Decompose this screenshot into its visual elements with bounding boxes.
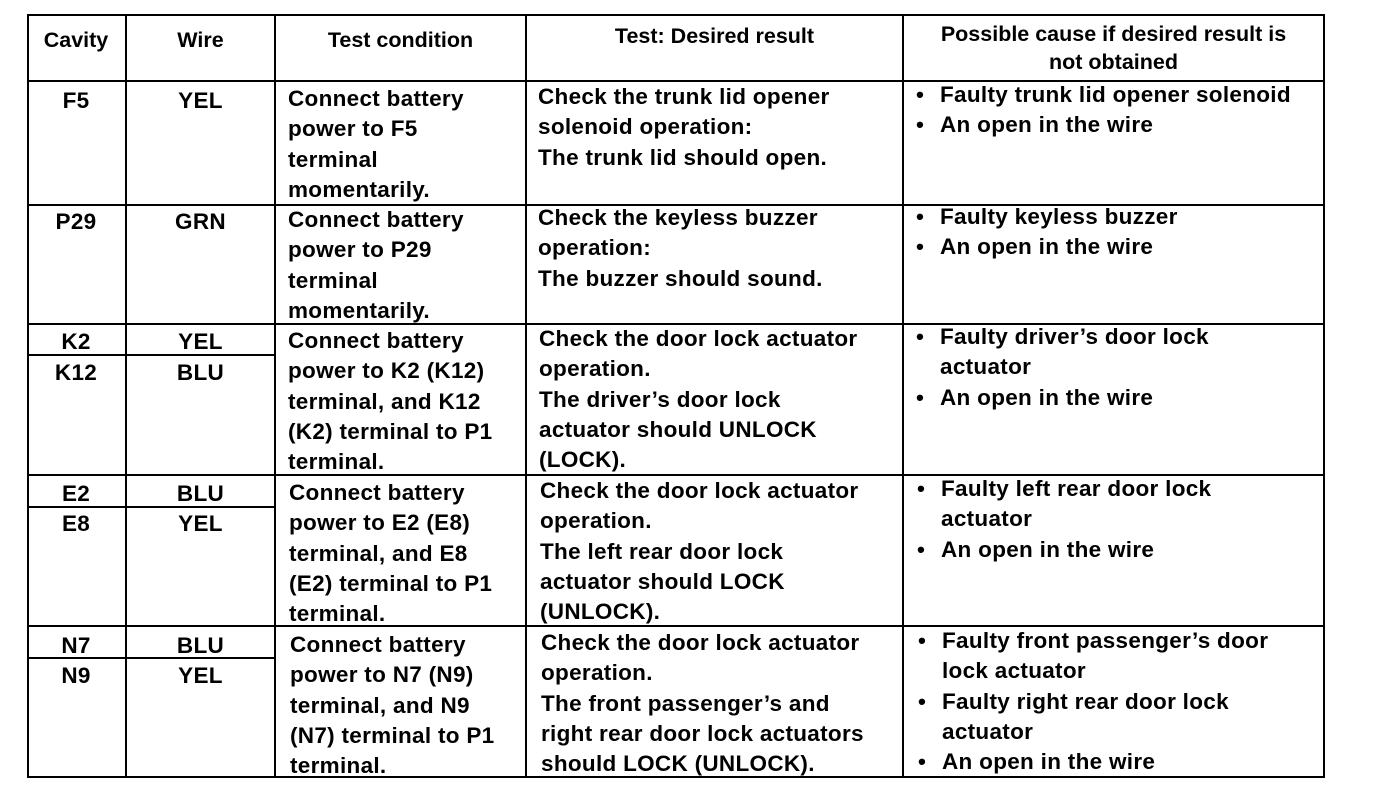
text-line: (E2) terminal to P1 xyxy=(289,570,493,596)
wire-cell: BLU xyxy=(176,633,225,658)
bullet-marker: • xyxy=(916,234,925,259)
text-line: terminal xyxy=(288,267,378,293)
text-line: operation. xyxy=(541,660,653,686)
cause-text: An open in the wire xyxy=(940,112,1154,137)
text-line: The buzzer should sound. xyxy=(538,265,823,291)
text-line: terminal, and E8 xyxy=(289,540,468,566)
cause-text: An open in the wire xyxy=(940,234,1154,259)
text-line: (N7) terminal to P1 xyxy=(290,722,495,748)
bullet-marker: • xyxy=(916,112,925,137)
table-top-border xyxy=(27,14,1325,16)
cause-text: An open in the wire xyxy=(941,537,1155,562)
text-line: The left rear door lock xyxy=(540,538,784,564)
text-line: The driver’s door lock xyxy=(539,386,781,412)
cause-text xyxy=(941,474,1211,535)
text-line: power to F5 xyxy=(288,116,418,142)
text-line: (LOCK). xyxy=(539,447,627,473)
text-line: terminal. xyxy=(289,601,386,627)
cause-text: An open in the wire xyxy=(942,749,1156,774)
col-divider-wire-condition xyxy=(274,14,276,778)
header-possible-cause xyxy=(904,20,1323,76)
text-line: Faulty left rear door lock xyxy=(941,476,1212,501)
text-line: power to E2 (E8) xyxy=(289,510,471,536)
cavity-cell: F5 xyxy=(62,88,90,113)
bullet-marker: • xyxy=(918,749,927,774)
text-line: operation: xyxy=(538,235,651,261)
text-line: actuator xyxy=(942,719,1034,745)
desired-result-cell xyxy=(539,324,857,475)
text-line: momentarily. xyxy=(288,297,430,323)
wire-cell: GRN xyxy=(175,209,226,234)
text-line: terminal. xyxy=(288,449,385,475)
bullet-marker: • xyxy=(916,82,925,107)
bullet-marker: • xyxy=(916,385,925,410)
text-line: Faulty front passenger’s door xyxy=(942,628,1269,653)
text-line: Check the keyless buzzer xyxy=(538,205,818,230)
test-condition-cell xyxy=(288,205,464,326)
text-line: Faulty driver’s door lock xyxy=(940,324,1209,349)
bullet-marker: • xyxy=(918,689,927,714)
text-line: momentarily. xyxy=(288,176,430,202)
text-line: lock actuator xyxy=(942,658,1086,684)
text-line: actuator should LOCK xyxy=(540,568,785,594)
cavity-cell: E8 xyxy=(61,511,91,536)
test-table xyxy=(27,14,1325,778)
bullet-marker: • xyxy=(917,476,926,501)
text-line: terminal, and N9 xyxy=(290,692,470,718)
text-line: actuator xyxy=(941,506,1033,532)
desired-result-cell xyxy=(538,82,830,173)
cavity-cell: P29 xyxy=(55,209,97,234)
cause-text: Faulty trunk lid opener solenoid xyxy=(940,82,1291,107)
wire-cell: YEL xyxy=(178,663,223,688)
cause-text xyxy=(942,626,1268,687)
text-line: (K2) terminal to P1 xyxy=(288,418,493,444)
bullet-marker: • xyxy=(918,628,927,653)
cause-text xyxy=(940,322,1209,383)
text-line: The front passenger’s and xyxy=(541,690,830,716)
text-line: terminal xyxy=(288,146,378,172)
text-line: Check the door lock actuator xyxy=(540,478,859,503)
cavity-cell: N7 xyxy=(61,633,91,658)
text-line: power to P29 xyxy=(288,237,432,263)
test-condition-cell xyxy=(288,84,464,205)
wire-cell: BLU xyxy=(176,481,225,506)
text-line: The trunk lid should open. xyxy=(538,144,828,170)
bullet-marker: • xyxy=(917,537,926,562)
text-line: should LOCK (UNLOCK). xyxy=(541,751,815,777)
header-test-condition: Test condition xyxy=(327,28,474,52)
text-line: Connect battery xyxy=(288,328,464,353)
text-line: Connect battery xyxy=(288,207,464,232)
text-line: Faulty right rear door lock xyxy=(942,689,1229,714)
table-right-border xyxy=(1323,14,1325,778)
cause-text: Faulty keyless buzzer xyxy=(940,204,1178,229)
test-condition-cell xyxy=(288,326,493,477)
text-line: operation. xyxy=(540,508,652,534)
desired-result-cell xyxy=(541,628,864,779)
text-line: actuator xyxy=(940,354,1032,380)
text-line: power to N7 (N9) xyxy=(290,662,474,688)
bullet-marker: • xyxy=(916,204,925,229)
text-line: terminal. xyxy=(290,753,387,779)
header-wire: Wire xyxy=(177,28,224,52)
cause-text xyxy=(942,687,1229,748)
text-line: Check the trunk lid opener xyxy=(538,84,830,109)
text-line: Check the door lock actuator xyxy=(541,630,860,655)
text-line: solenoid operation: xyxy=(538,114,753,140)
text-line: Connect battery xyxy=(290,632,466,657)
desired-result-cell xyxy=(540,476,858,627)
text-line: right rear door lock actuators xyxy=(541,720,864,746)
bullet-marker: • xyxy=(916,324,925,349)
header-cavity: Cavity xyxy=(43,28,109,52)
text-line: Connect battery xyxy=(288,86,464,111)
cause-text: An open in the wire xyxy=(940,385,1154,410)
wire-cell: BLU xyxy=(176,360,225,385)
cavity-cell: K2 xyxy=(61,329,91,354)
header-possible-cause-line1: Possible cause if desired result is xyxy=(940,22,1287,46)
test-condition-cell xyxy=(290,630,495,781)
header-desired-result: Test: Desired result xyxy=(614,24,815,48)
text-line: Connect battery xyxy=(289,480,465,505)
cavity-cell: N9 xyxy=(61,663,91,688)
header-possible-cause-line2: not obtained xyxy=(1049,50,1178,74)
wire-cell: YEL xyxy=(178,329,223,354)
text-line: operation. xyxy=(539,356,651,382)
cavity-cell: E2 xyxy=(61,481,91,506)
cavity-cell: K12 xyxy=(54,360,98,385)
text-line: Check the door lock actuator xyxy=(539,326,858,351)
test-condition-cell xyxy=(289,478,492,629)
col-divider-condition-result xyxy=(525,14,527,778)
wire-cell: YEL xyxy=(178,88,223,113)
text-line: power to K2 (K12) xyxy=(288,358,485,384)
text-line: actuator should UNLOCK xyxy=(539,416,817,442)
desired-result-cell xyxy=(538,203,823,294)
text-line: (UNLOCK). xyxy=(540,599,661,625)
col-divider-result-cause xyxy=(902,14,904,778)
text-line: terminal, and K12 xyxy=(288,388,481,414)
wire-cell: YEL xyxy=(178,511,223,536)
